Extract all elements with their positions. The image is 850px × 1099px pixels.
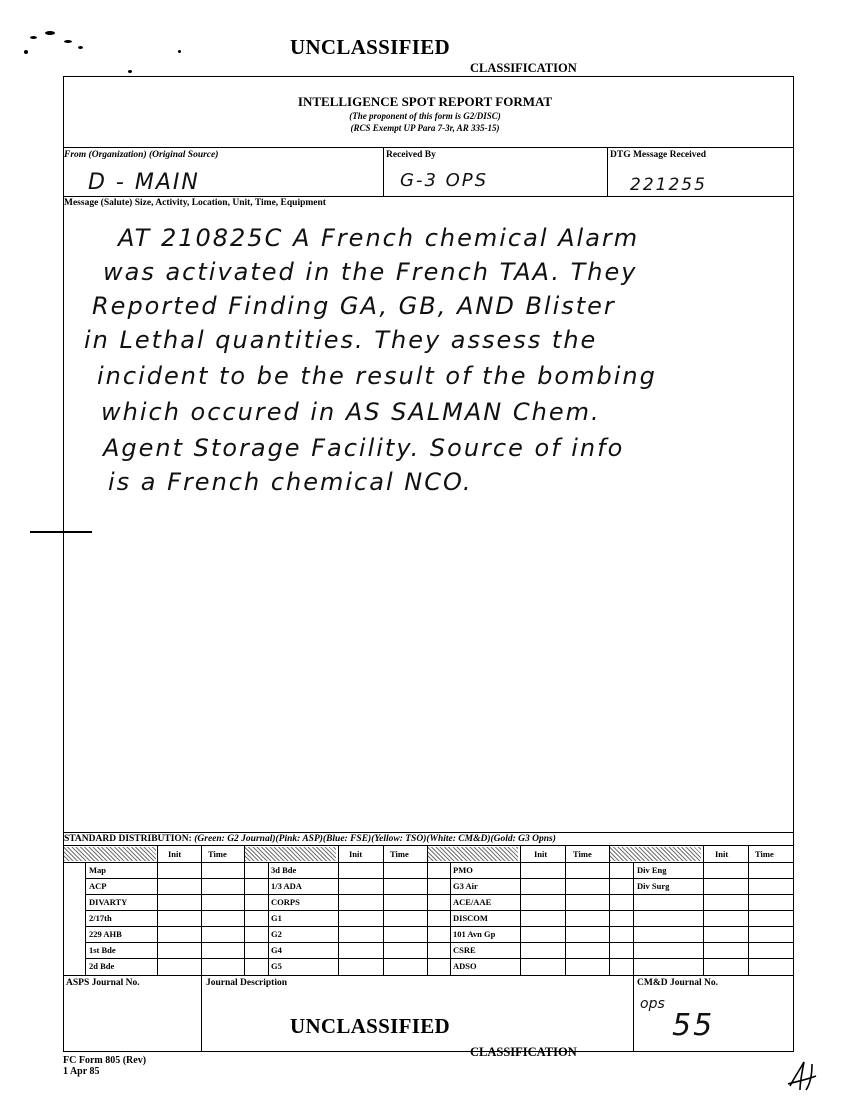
- form-rcs: (RCS Exempt UP Para 7-3r, AR 335-15): [350, 123, 500, 133]
- grid-row: [85, 942, 794, 943]
- distribution-header: [64, 834, 556, 844]
- hatch-cell: [64, 847, 156, 861]
- message-line: is a French chemical NCO.: [108, 468, 473, 496]
- grid-col: [201, 845, 202, 975]
- scan-speck: [178, 50, 181, 53]
- footer-divider-1: [201, 975, 202, 1052]
- header-row-top: [63, 147, 794, 148]
- distribution-top: [63, 832, 794, 833]
- dist-entry: G2: [271, 929, 282, 939]
- scan-speck: [24, 50, 28, 54]
- form-border-right: [793, 76, 794, 1052]
- form-title: INTELLIGENCE SPOT REPORT FORMAT: [297, 94, 553, 109]
- dist-entry: G3 Air: [453, 881, 478, 891]
- dist-entry: ACE/AAE: [453, 897, 492, 907]
- dist-entry: 229 AHB: [89, 929, 122, 939]
- header-divider-1: [383, 147, 384, 196]
- received-by-label: Received By: [386, 150, 436, 160]
- dist-entry: 2d Bde: [89, 961, 115, 971]
- header-divider-2: [607, 147, 608, 196]
- from-label: From (Organization) (Original Source): [64, 150, 219, 160]
- dist-entry: CSRE: [453, 945, 476, 955]
- dist-entry: Div Surg: [637, 881, 670, 891]
- distribution-bottom: [63, 975, 794, 976]
- header-row-bottom: [63, 196, 794, 197]
- col-time-header: Time: [755, 849, 774, 859]
- dist-entry: 1/3 ADA: [271, 881, 302, 891]
- form-border-bottom: [63, 1051, 794, 1052]
- dist-entry: 3d Bde: [271, 865, 297, 875]
- dist-entry: G5: [271, 961, 282, 971]
- grid-col: [703, 845, 704, 975]
- hatch-cell: [428, 847, 518, 861]
- dist-entry: CORPS: [271, 897, 300, 907]
- scan-speck: [30, 36, 37, 39]
- classification-top: UNCLASSIFIED: [290, 35, 450, 59]
- footer-divider-2: [633, 975, 634, 1052]
- dist-entry: Div Eng: [637, 865, 667, 875]
- distribution-colors: (Green: G2 Journal)(Pink: ASP)(Blue: FSE)(Yellow: TSO)(White: CM&D)(Gold: G3 Opns): [194, 834, 556, 844]
- grid-col: [748, 845, 749, 975]
- message-line: which occured in AS SALMAN Chem.: [101, 398, 601, 426]
- col-time-header: Time: [208, 849, 227, 859]
- grid-row: [85, 910, 794, 911]
- form-date: 1 Apr 85: [63, 1066, 100, 1077]
- cmd-journal-prefix: ops: [640, 996, 665, 1012]
- message-line: AT 210825C A French chemical Alarm: [118, 224, 640, 252]
- classification-bottom: UNCLASSIFIED: [290, 1014, 450, 1038]
- dist-entry: ACP: [89, 881, 107, 891]
- form-number: FC Form 805 (Rev): [63, 1055, 147, 1066]
- dist-entry: DISCOM: [453, 913, 488, 923]
- grid-row: [85, 878, 794, 879]
- grid-col: [338, 845, 339, 975]
- asps-journal-label: ASPS Journal No.: [66, 978, 140, 988]
- grid-col: [244, 845, 245, 975]
- message-line: Reported Finding GA, GB, AND Blister: [92, 292, 616, 320]
- from-value: D - MAIN: [88, 170, 200, 195]
- grid-row: [85, 926, 794, 927]
- form-border-top: [63, 76, 794, 77]
- grid-col: [268, 862, 269, 975]
- distribution-label: STANDARD DISTRIBUTION:: [64, 834, 192, 844]
- form-proponent: (The proponent of this form is G2/DISC): [349, 111, 501, 121]
- classification-label-top: CLASSIFICATION: [470, 61, 577, 75]
- message-label: Message (Salute) Size, Activity, Location, Unit, Time, Equipment: [64, 198, 326, 208]
- dtg-value: 221255: [630, 175, 707, 195]
- message-line: incident to be the result of the bombing: [97, 362, 657, 390]
- handwritten-page-mark: [782, 1056, 822, 1096]
- col-init-header: Init: [168, 849, 182, 859]
- dist-entry: ADSO: [453, 961, 477, 971]
- classification-label-bottom: CLASSIFICATION: [470, 1045, 577, 1059]
- col-init-header: Init: [534, 849, 548, 859]
- grid-row: [85, 958, 794, 959]
- dist-entry: 2/17th: [89, 913, 112, 923]
- form-border-left: [63, 76, 64, 1052]
- grid-col: [609, 845, 610, 975]
- cmd-journal-value: 55: [672, 1008, 715, 1043]
- hatch-cell: [245, 847, 336, 861]
- message-line: in Lethal quantities. They assess the: [84, 326, 598, 354]
- grid-row: [63, 862, 794, 863]
- dist-entry: Map: [89, 865, 106, 875]
- col-init-header: Init: [715, 849, 729, 859]
- cmd-journal-label: CM&D Journal No.: [637, 978, 719, 988]
- dist-entry: DIVARTY: [89, 897, 128, 907]
- message-line: was activated in the French TAA. They: [103, 258, 638, 286]
- grid-col: [633, 862, 634, 975]
- col-time-header: Time: [390, 849, 409, 859]
- dist-entry: 1st Bde: [89, 945, 116, 955]
- grid-col: [427, 845, 428, 975]
- dist-entry: PMO: [453, 865, 473, 875]
- col-init-header: Init: [349, 849, 363, 859]
- grid-col: [157, 845, 158, 975]
- scan-mark: [30, 531, 92, 533]
- dist-entry: G4: [271, 945, 282, 955]
- scan-speck: [78, 46, 83, 49]
- grid-row: [85, 894, 794, 895]
- message-line: Agent Storage Facility. Source of info: [103, 434, 625, 462]
- grid-col: [450, 862, 451, 975]
- dist-entry: G1: [271, 913, 282, 923]
- scan-speck: [64, 40, 72, 43]
- grid-col: [565, 845, 566, 975]
- grid-col: [520, 845, 521, 975]
- dist-entry: 101 Avn Gp: [453, 929, 496, 939]
- grid-col: [383, 845, 384, 975]
- hatch-cell: [610, 847, 701, 861]
- grid-col: [85, 862, 86, 975]
- distribution-header-rule: [63, 845, 794, 846]
- scan-speck: [45, 31, 55, 35]
- col-time-header: Time: [573, 849, 592, 859]
- received-by-value: G-3 OPS: [400, 170, 489, 191]
- dtg-label: DTG Message Received: [610, 150, 707, 160]
- journal-description-label: Journal Description: [206, 978, 288, 988]
- scan-speck: [128, 70, 132, 73]
